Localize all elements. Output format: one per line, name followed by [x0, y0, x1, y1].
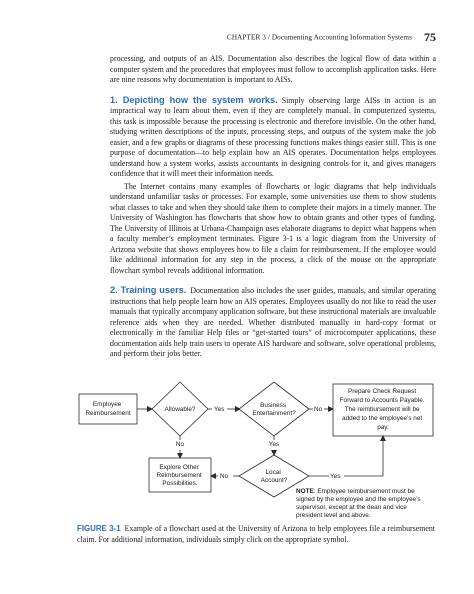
page-number: 75: [424, 29, 436, 44]
figure-label: FIGURE 3-1: [77, 524, 121, 533]
allowable-text: Allowable?: [164, 406, 196, 413]
section-1-heading: 1. Depicting how the system works.: [110, 94, 278, 105]
prepare-check-request-box[interactable]: [333, 384, 433, 436]
business-entertainment-decision[interactable]: [239, 382, 309, 436]
page-header: [110, 28, 436, 44]
yes-label-business: Yes: [268, 441, 280, 448]
caption-text: Example of a flowchart used at the University of Arizona to help employees file a reimbursement claim. For additional information, individuals simply click on the appropriate symbol.: [77, 524, 435, 544]
figure-caption: [77, 524, 435, 545]
yes-label-allowable: Yes: [214, 406, 225, 413]
note-label: NOTE: [296, 488, 314, 495]
prepare-check-request-text: Prepare Check Request Forward to Accounts Payable. The reimbursement will be added to the employee’s net pay.: [339, 388, 425, 431]
internet-paragraph: The Internet contains many examples of flowcharts or logic diagrams that help individuals understand unfamiliar tasks or processes. For example, some universities use them to show students what classes to take and when they should take them to complete their majors in a timely manner. The University of Washington has flowcharts that show how to obtain grants and other types of funding. The University of Illinois at Urbana-Champaign uses elaborate diagrams to depict what happens when a faculty member’s employment terminates. Figure 3-1 is a logic diagram from the University of Arizona website that shows employees how to file a claim for reimbursement. If the employee would like additional information for any step in the process, a click of the mouse on the appropriate flowchart symbol reveals additional information.: [110, 181, 436, 275]
explore-other-box[interactable]: [149, 458, 211, 492]
explore-other-text: Explore Other Reimbursement Possibilities.: [156, 464, 202, 487]
body-text: [110, 54, 436, 360]
local-account-text: Local Account?: [260, 469, 288, 484]
flowchart-note: [296, 488, 426, 520]
no-label-allowable: No: [175, 441, 185, 448]
note-text: : Employee reimbursement must be signed by the employee and the employee’s supervisor, except at the dean and vice president level and above.: [296, 488, 421, 519]
allowable-decision[interactable]: [152, 382, 208, 436]
yes-label-local: Yes: [330, 473, 341, 480]
intro-paragraph: processing, and outputs of an AIS. Documentation also describes the logical flow of data within a computer system and the procedures that employees must follow to accomplish application tasks. Here are nine reasons why documentation is important to AISs.: [110, 54, 436, 84]
no-label-business: No: [314, 406, 323, 413]
running-title: CHAPTER 3 / Documenting Accounting Information Systems: [226, 33, 412, 42]
employee-reimbursement-box[interactable]: [79, 394, 137, 424]
section-1-text: Simply observing large AISs in action is an impractical way to learn about them, even if they are completely manual. In computerized systems, this task is impossible because the processing is electronic and therefore invisible. On the other hand, studying written descriptions of the inputs, processing steps, and outputs of the system make the job easier, and a few graphs or diagrams of these processing functions makes things easier still. This is one purpose of documentation—to help explain how an AIS operates. Documentation helps employees understand how a system works, assists accountants in designing controls for it, and gives managers confidence that it will meet their information needs.: [110, 95, 436, 178]
business-entertainment-text: Business Entertainment?: [252, 402, 296, 417]
no-label-local: No: [220, 473, 229, 480]
employee-reimbursement-text: Employee Reimbursement: [85, 401, 131, 417]
section-2-heading: 2. Training users.: [110, 285, 187, 295]
section-2-text: Documentation also includes the user guides, manuals, and similar operating instructions that help people learn how an AIS operates. Employees usually do not like to read the user manuals that typically accompany application software, but these instructional materials are invaluable reference aids when they are needed. Whether distributed manually in hard-copy format or electronically in the familiar Help files or “get-started tours” of microcomputer applications, these documentation aids help train users to operate AIS hardware and software, solve operational problems, and perform their jobs better.: [110, 286, 437, 358]
section-2-paragraph: [110, 285, 436, 360]
section-1-paragraph: [110, 95, 436, 180]
